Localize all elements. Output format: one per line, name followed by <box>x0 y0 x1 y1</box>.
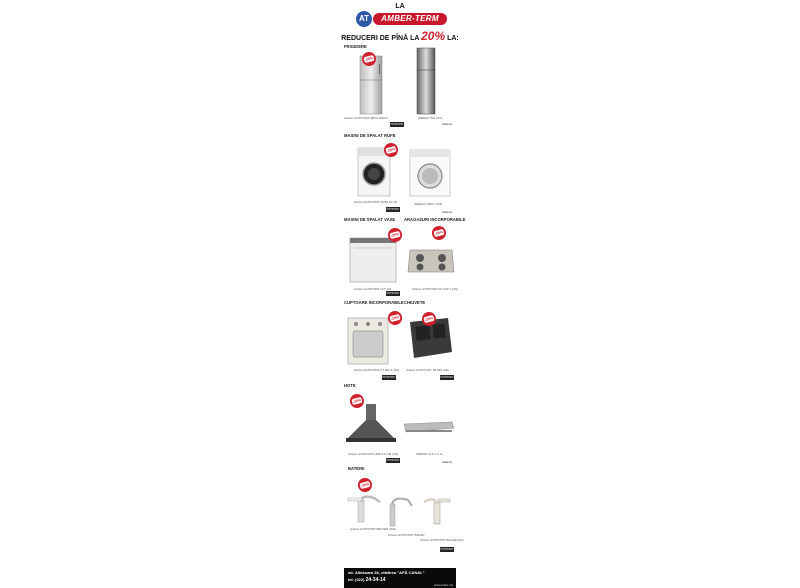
product-model-tap-1: Ariston HOTPOINT BEKTEP (WH) <box>350 527 397 531</box>
discount-badge: -20% <box>358 478 372 492</box>
hob-image[interactable] <box>406 246 456 276</box>
logo-name: AMBER-TERM <box>373 13 447 25</box>
discount-badge: -20% <box>432 226 446 240</box>
tap-1-image[interactable] <box>344 492 384 524</box>
indesit-brand-mark: indesit <box>442 210 452 214</box>
fridge-2-image[interactable] <box>414 46 438 116</box>
header-la: LA <box>395 3 405 10</box>
section-title-cuptoare: CUPTOARE INCORPORABILE <box>344 300 404 305</box>
contact-footer <box>344 568 456 588</box>
hotpoint-brand-tag: HOTPOINT ARISTON <box>382 376 396 384</box>
promo-suffix: LA: <box>447 35 459 42</box>
indesit-brand-mark: indesit <box>442 460 452 464</box>
dishwasher-image[interactable] <box>348 234 398 284</box>
section-title-spalat-vase: MASINI DE SPALAT VASE <box>344 217 396 222</box>
indesit-brand-mark: indesit <box>442 122 452 126</box>
washer-2-image[interactable] <box>408 148 452 198</box>
hotpoint-brand-tag: HOTPOINT ARISTON <box>386 292 400 300</box>
discount-badge: -20% <box>350 394 364 408</box>
product-model-oven: Ariston HOTPOINT FT 820.1 (AN) <box>354 368 400 372</box>
product-model-sink: Ariston HOTPOINT 1B 820 (AN) <box>406 368 449 372</box>
phone-label: tel: (022) <box>348 577 365 582</box>
product-model-washer-2: INDESIT IWDC 7105 <box>414 202 443 206</box>
promo-flyer <box>336 0 464 588</box>
hotpoint-brand-tag: HOTPOINT ARISTON <box>440 548 454 556</box>
tap-3-image[interactable] <box>420 494 456 526</box>
discount-badge: -20% <box>384 143 398 157</box>
hood-2-image[interactable] <box>402 420 456 434</box>
oven-image[interactable] <box>346 316 390 366</box>
discount-badge: -20% <box>388 228 402 242</box>
product-model-tap-3: Ariston HOTPOINT BAGER (AV) <box>420 538 464 542</box>
discount-badge: -20% <box>362 52 376 66</box>
hood-1-image[interactable] <box>344 402 398 444</box>
discount-badge: -20% <box>422 312 436 326</box>
product-model-hob: Ariston HOTPOINT PC 640 T (AN) <box>412 287 459 291</box>
section-title-bateri: BATERII <box>348 466 365 471</box>
promo-prefix: REDUCERI DE PÎNĂ LA <box>341 35 420 42</box>
hotpoint-brand-tag: HOTPOINT ARISTON <box>440 376 454 384</box>
section-title-spalat-rufe: MASINI DE SPALAT RUFE <box>344 133 396 138</box>
website-link[interactable]: www.amber.md <box>433 583 453 587</box>
section-title-hote: HOTE <box>344 383 356 388</box>
section-title-chiuvete: CHIUVETE <box>404 300 426 305</box>
store-address: str. Albisoara 38, clădirea "APĂ CANAL" <box>348 570 425 575</box>
product-model-hood-1: Ariston HOTPOINT HRP 6.5 CM (AN) <box>348 452 399 456</box>
product-model-dishwasher: Ariston HOTPOINT LFT 116 <box>354 287 392 291</box>
promo-headline <box>336 29 464 43</box>
product-model-fridge-1: Ariston HOTPOINT E8G2 2020 F <box>344 116 389 120</box>
phone-number: 24-34-14 <box>365 577 386 583</box>
store-phone[interactable] <box>348 577 386 583</box>
hotpoint-brand-tag: HOTPOINT ARISTON <box>386 459 400 467</box>
promo-percent: 20% <box>421 29 446 43</box>
tap-2-image[interactable] <box>382 494 416 528</box>
product-model-washer-1: Ariston HOTPOINT AQ83 FD 29 <box>354 200 397 204</box>
section-title-aragazuri: ARAGAZURI INCORPORABILE <box>404 217 466 222</box>
hotpoint-brand-tag: HOTPOINT ARISTON <box>390 123 404 131</box>
logo-mark-icon: AT <box>356 11 372 27</box>
product-model-fridge-2: INDESIT BIA 18 S <box>418 116 443 120</box>
section-title-frigidere: FRIGIDERE <box>344 44 367 49</box>
amber-term-logo[interactable] <box>356 11 448 27</box>
discount-badge: -20% <box>388 311 402 325</box>
product-model-tap-2: Ariston HOTPOINT BAKEP <box>388 533 425 537</box>
product-model-hood-2: INDESIT H 6 1 C IX <box>416 452 443 456</box>
hotpoint-brand-tag: HOTPOINT ARISTON <box>386 208 400 216</box>
